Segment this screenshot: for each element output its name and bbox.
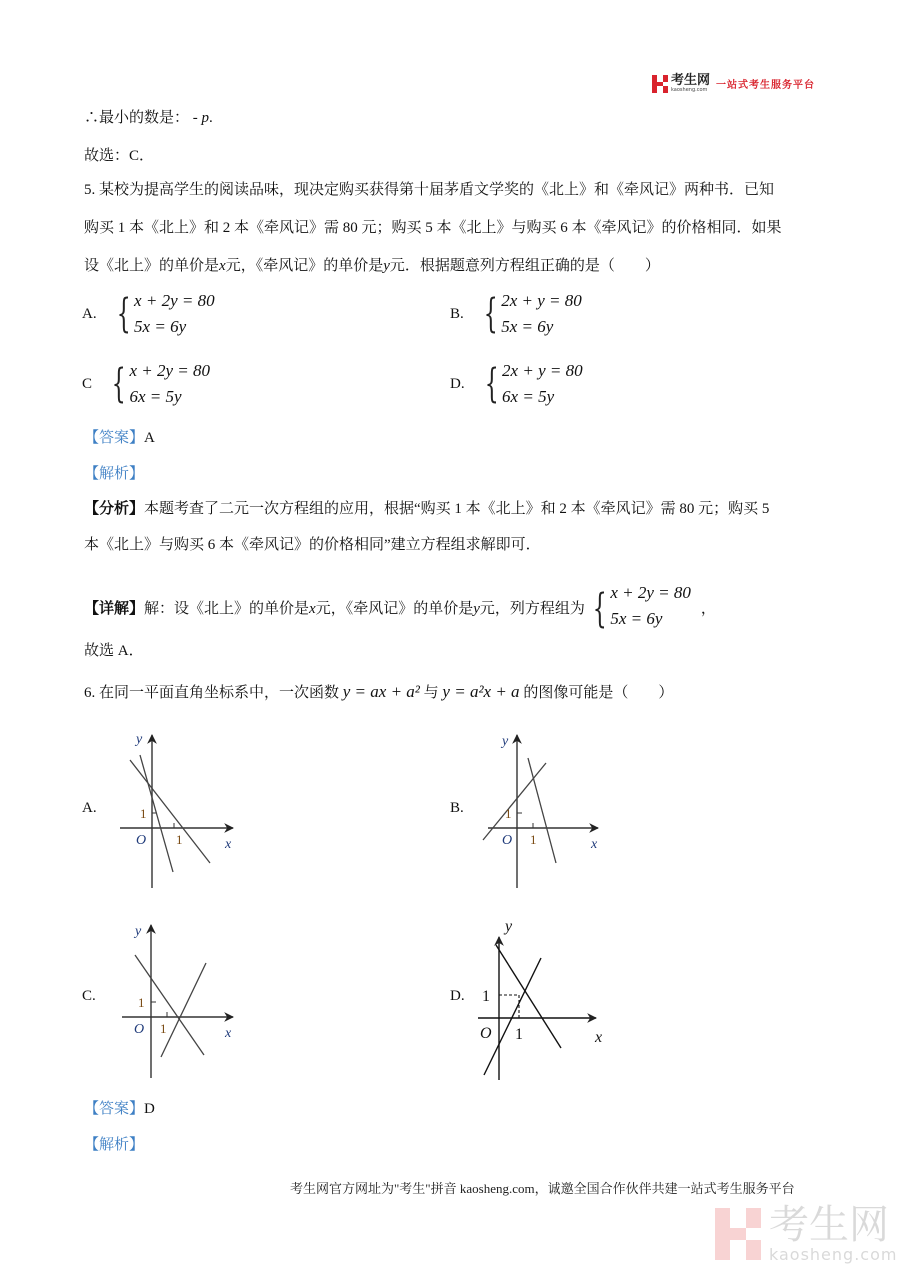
x-tick-label: 1 bbox=[530, 832, 537, 847]
q6-function-1: y = ax + a² bbox=[342, 682, 420, 701]
y-tick-label: 1 bbox=[482, 988, 490, 1005]
equation: x + 2y = 80 bbox=[610, 583, 691, 602]
equation: 2x + y = 80 bbox=[501, 291, 582, 310]
q5-option-b[interactable] bbox=[450, 288, 582, 340]
header-slogan: 一站式考生服务平台 bbox=[716, 80, 816, 91]
x-tick-label: 1 bbox=[160, 1021, 167, 1036]
footer-text: 考生网官方网址为"考生"拼音 kaosheng.com，诚邀全国合作伙伴共建一站式考生服务平台 bbox=[290, 1181, 795, 1196]
header-logo bbox=[652, 74, 815, 93]
q5-var-y: y bbox=[383, 258, 390, 274]
equation: x + 2y = 80 bbox=[129, 361, 211, 380]
answer-value: D bbox=[144, 1101, 155, 1117]
xiangjie-end: ， bbox=[700, 601, 716, 617]
q5-analysis-tag: 【解析】 bbox=[84, 466, 145, 482]
q6-answer bbox=[84, 1099, 155, 1119]
x-axis-label: x bbox=[225, 1026, 232, 1041]
q5-text-part: 设《北上》的单价是 bbox=[84, 258, 220, 274]
q6-text bbox=[84, 682, 673, 703]
q6-graph-b[interactable] bbox=[478, 725, 618, 895]
equation: 6x = 5y bbox=[129, 387, 182, 406]
x-axis-label: x bbox=[225, 837, 232, 852]
q5-text-line-1: 5. 某校为提高学生的阅读品味，现决定购买获得第十届茅盾文学奖的《北上》和《牵风记》两种书．已知 bbox=[84, 182, 775, 198]
q6-graph-d[interactable] bbox=[478, 915, 618, 1085]
q5-answer bbox=[84, 428, 155, 448]
q5-fenxi-line-1 bbox=[84, 499, 769, 519]
q5-var-x: x bbox=[219, 258, 226, 274]
q6-option-d-label[interactable]: D. bbox=[450, 988, 465, 1004]
answer-tag: 【答案】 bbox=[84, 1101, 145, 1117]
logo-mark-icon bbox=[652, 75, 668, 93]
logo-cn: 考生网 bbox=[671, 73, 711, 88]
q6-option-a-label[interactable]: A. bbox=[82, 800, 97, 816]
xiangjie-text: 元，列方程组为 bbox=[479, 601, 585, 617]
q5-text-part: 元，《牵风记》的单价是 bbox=[225, 258, 384, 274]
option-label: A. bbox=[82, 305, 97, 322]
option-label: B. bbox=[450, 305, 464, 322]
xiangjie-var-x: x bbox=[309, 601, 316, 617]
q6-analysis-tag: 【解析】 bbox=[84, 1137, 145, 1153]
graph-line-2 bbox=[161, 963, 206, 1057]
equation: x + 2y = 80 bbox=[134, 291, 215, 310]
watermark-logo bbox=[715, 1202, 898, 1264]
q5-text-line-3 bbox=[84, 256, 660, 276]
y-axis-label: y bbox=[502, 734, 509, 749]
q5-text-part: 元．根据题意列方程组正确的是（ ） bbox=[389, 258, 660, 274]
q6-option-c-label[interactable]: C. bbox=[82, 988, 96, 1004]
q5-option-c[interactable] bbox=[82, 358, 210, 410]
y-tick-label: 1 bbox=[138, 995, 145, 1010]
y-axis-label: y bbox=[136, 732, 143, 747]
x-axis-label: x bbox=[595, 1029, 603, 1046]
q6-text-part: 的图像可能是（ ） bbox=[523, 685, 674, 701]
xiangjie-tag: 【详解】 bbox=[84, 601, 145, 617]
origin-label: O bbox=[136, 833, 147, 848]
watermark-cn: 考生网 bbox=[769, 1202, 889, 1248]
prev-choice-line: 故选：C． bbox=[84, 148, 155, 164]
brace-icon: { bbox=[484, 361, 499, 407]
q6-graph-a[interactable] bbox=[110, 725, 250, 895]
q5-fenxi-line-2: 本《北上》与购买 6 本《牵风记》的价格相同”建立方程组求解即可． bbox=[84, 537, 541, 553]
logo-en: kaosheng.com bbox=[671, 87, 708, 93]
xiangjie-text: 元，《牵风记》的单价是 bbox=[315, 601, 474, 617]
prev-text: ∴最小的数是： bbox=[84, 110, 190, 126]
graph-line-1 bbox=[496, 945, 561, 1048]
q6-function-2: y = a²x + a bbox=[442, 682, 520, 701]
equation: 2x + y = 80 bbox=[502, 361, 583, 380]
x-tick-label: 1 bbox=[515, 1026, 523, 1043]
y-tick-label: 1 bbox=[505, 806, 512, 821]
q5-option-a[interactable] bbox=[82, 288, 215, 340]
y-tick-label: 1 bbox=[140, 806, 147, 821]
watermark-mark-icon bbox=[715, 1208, 761, 1260]
answer-value: A bbox=[144, 430, 155, 446]
x-axis-label: x bbox=[591, 837, 598, 852]
origin-label: O bbox=[502, 833, 513, 848]
q6-option-b-label[interactable]: B. bbox=[450, 800, 464, 816]
equation: 6x = 5y bbox=[502, 387, 555, 406]
fenxi-text: 本题考查了二元一次方程组的应用，根据“购买 1 本《北上》和 2 本《牵风记》需 80 元；购买 5 bbox=[144, 501, 770, 517]
brace-icon: { bbox=[116, 291, 131, 337]
q5-xiangjie bbox=[84, 583, 716, 632]
answer-tag: 【答案】 bbox=[84, 430, 145, 446]
x-tick-label: 1 bbox=[176, 832, 183, 847]
q5-conclusion: 故选 A． bbox=[84, 643, 144, 659]
option-label: C bbox=[82, 375, 93, 392]
graph-line-2 bbox=[484, 958, 541, 1075]
y-axis-label: y bbox=[505, 918, 513, 935]
q6-text-part: 6. 在同一平面直角坐标系中，一次函数 bbox=[84, 685, 340, 701]
q5-text-line-2: 购买 1 本《北上》和 2 本《牵风记》需 80 元；购买 5 本《北上》与购买 6 本《牵风记》的价格相同．如果 bbox=[84, 220, 782, 236]
equation: 5x = 6y bbox=[501, 317, 554, 336]
equation: 5x = 6y bbox=[134, 317, 187, 336]
brace-icon: { bbox=[592, 586, 607, 632]
brace-icon: { bbox=[483, 291, 498, 337]
prev-math: - p bbox=[192, 110, 210, 126]
q6-graph-c[interactable] bbox=[110, 915, 250, 1085]
y-axis-label: y bbox=[135, 924, 142, 939]
prev-conclusion-line bbox=[84, 108, 213, 128]
xiangjie-var-y: y bbox=[473, 601, 480, 617]
option-label: D. bbox=[450, 375, 465, 392]
equation: 5x = 6y bbox=[610, 609, 663, 628]
brace-icon: { bbox=[111, 361, 126, 407]
fenxi-tag: 【分析】 bbox=[84, 501, 145, 517]
q5-option-d[interactable] bbox=[450, 358, 583, 410]
origin-label: O bbox=[480, 1025, 492, 1042]
q6-text-part: 与 bbox=[423, 685, 439, 701]
watermark-en: kaosheng.com bbox=[769, 1245, 898, 1264]
origin-label: O bbox=[134, 1022, 145, 1037]
graph-line-2 bbox=[528, 758, 556, 863]
prev-suffix: . bbox=[209, 110, 213, 126]
xiangjie-text: 解：设《北上》的单价是 bbox=[144, 601, 310, 617]
